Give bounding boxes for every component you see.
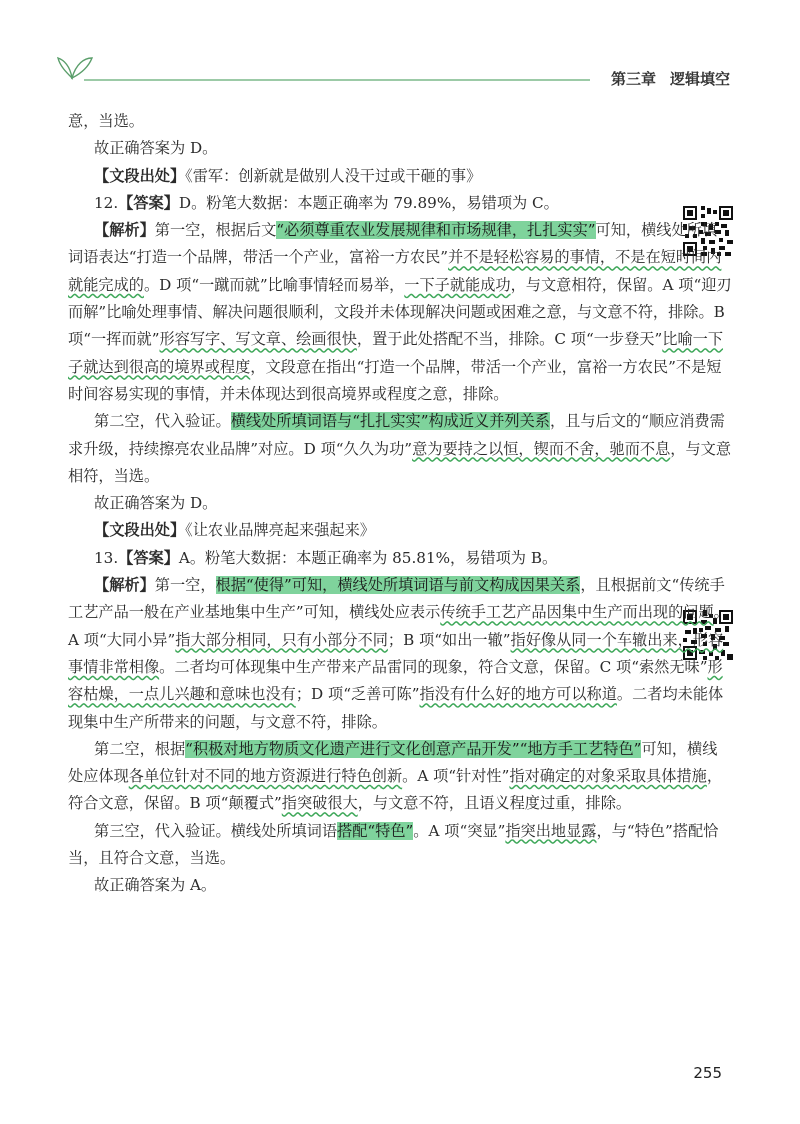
wavy-underline: 指突出地显露 xyxy=(505,821,597,840)
wavy-underline: 各单位针对不同的地方资源进行特色创新 xyxy=(128,767,403,786)
q12-source-line: 【文段出处】《让农业品牌亮起来强起来》 xyxy=(94,521,375,540)
q12-analysis-paragraph-1: 【解析】第一空，根据后文“必须尊重农业发展规律和市场规律，扎扎实实”可知，横线处所填词语表达“打造一个品牌，带活一个产业，富裕一方农民”并不是轻松容易的事情，不是在短时间内就能完成的。D 项“一蹴而就”比喻事情轻而易举，一下子就能成功，与文意相符，保留。A 项“迎刃而解”比喻处理事情、解决问题很顺利，文段并未体现解决问题或困难之意，与文意不符，排除。B 项“一挥而就”形容写字、写文章、绘画很快，置于此处搭配不当，排除。C 项“一步登天”比喻一下子就达到很高的境界或程度，文段意在指出“打造一个品牌，带活一个产业，富裕一方农民”不是短时间容易实现的事情，并未体现达到很高境界或程度之意，排除。 xyxy=(68,221,732,403)
wavy-underline: 形容写字、写文章、绘画很快 xyxy=(159,330,357,349)
q12-analysis-paragraph-2: 第二空，代入验证。横线处所填词语与“扎扎实实”构成近义并列关系，且与后文的“顺应消费需求升级，持续擦亮农业品牌”对应。D 项“久久为功”意为要持之以恒，锲而不舍，驰而不息，与文意相符，当选。 xyxy=(68,412,731,485)
wavy-underline: 比喻一下子就达到很高的境界或程度 xyxy=(68,330,724,376)
highlight: 根据“使得”可知，横线处所填词语与前文构成因果关系 xyxy=(215,576,581,595)
q12-answer-line: 12.【答案】D。粉笔大数据：本题正确率为 79.89%，易错项为 C。 xyxy=(94,193,559,212)
chapter-title xyxy=(603,68,730,89)
wavy-underline: 指对确定的对象采取具体措施 xyxy=(509,767,707,786)
highlight: 横线处所填词语与“扎扎实实”构成近义并列关系 xyxy=(230,412,550,431)
chapter-number: 第三章 xyxy=(610,70,656,88)
chapter-name: 逻辑填空 xyxy=(669,70,730,88)
wavy-underline: 形容枯燥，一点儿兴趣和意味也没有 xyxy=(68,657,723,704)
q13-answer-statement: 故正确答案为 A。 xyxy=(94,876,217,895)
page-header xyxy=(0,0,800,100)
wavy-underline: 一下子就能成功 xyxy=(404,275,511,294)
highlight: “积极对地方物质文化遗产进行文化创意产品开发”“地方手工艺特色” xyxy=(185,739,642,758)
q13-analysis-paragraph-2: 第二空，根据“积极对地方物质文化遗产进行文化创意产品开发”“地方手工艺特色”可知，横线处应体现各单位针对不同的地方资源进行特色创新。A 项“针对性”指对确定的对象采取具体措施，符合文意，保留。B 项“颠覆式”指突破很大，与文意不符，且语义程度过重，排除。 xyxy=(68,739,723,813)
sprout-icon xyxy=(58,58,92,78)
wavy-underline: 指突破很大 xyxy=(281,794,358,813)
wavy-underline: 传统手工艺产品因集中生产而出现的问题 xyxy=(440,603,714,622)
highlight: “必须尊重农业发展规律和市场规律，扎扎实实” xyxy=(276,221,596,240)
source-line: 【文段出处】《雷军：创新就是做别人没干过或干砸的事》 xyxy=(94,166,482,185)
wavy-underline: 并不是轻松容易的事情，不是在短时间内就能完成的 xyxy=(68,248,722,294)
paragraph: 意，当选。 xyxy=(68,112,144,130)
q13-analysis-paragraph-1: 【解析】第一空，根据“使得”可知，横线处所填词语与前文构成因果关系，且根据前文“传统手工艺产品一般在产业基地集中生产”可知，横线处应表示传统手工艺产品因集中生产而出现的问题。A 项“大同小异”指大部分相同，只有小部分不同；B 项“如出一辙”指好像从同一个车辙出来，形容事情非常相像。二者均可体现集中生产带来产品雷同的现象，符合文意，保留。C 项“索然无味”形容枯燥，一点儿兴趣和意味也没有；D 项“乏善可陈”指没有什么好的地方可以称道。二者均未能体现集中生产所带来的问题，与文意不符，排除。 xyxy=(68,576,729,731)
wavy-underline: 指没有什么好的地方可以称道 xyxy=(419,685,617,704)
highlight: 搭配“特色” xyxy=(337,821,414,840)
wavy-underline: 指大部分相同，只有小部分不同 xyxy=(175,630,388,649)
q13-answer-line: 13.【答案】A。粉笔大数据：本题正确率为 85.81%，易错项为 B。 xyxy=(94,548,558,567)
wavy-underline: 指好像从同一个车辙出来，形容事情非常相像 xyxy=(68,630,724,676)
wavy-underline: 意为要持之以恒，锲而不舍，驰而不息 xyxy=(412,439,671,458)
q12-answer-statement: 故正确答案为 D。 xyxy=(94,494,218,513)
page-number: 255 xyxy=(693,1064,722,1082)
answer-statement: 故正确答案为 D。 xyxy=(94,139,218,158)
q13-analysis-paragraph-3: 第三空，代入验证。横线处所填词语搭配“特色”。A 项“突显”指突出地显露，与“特色”搭配恰当，且符合文意，当选。 xyxy=(68,821,719,868)
explanation-content xyxy=(68,108,732,900)
